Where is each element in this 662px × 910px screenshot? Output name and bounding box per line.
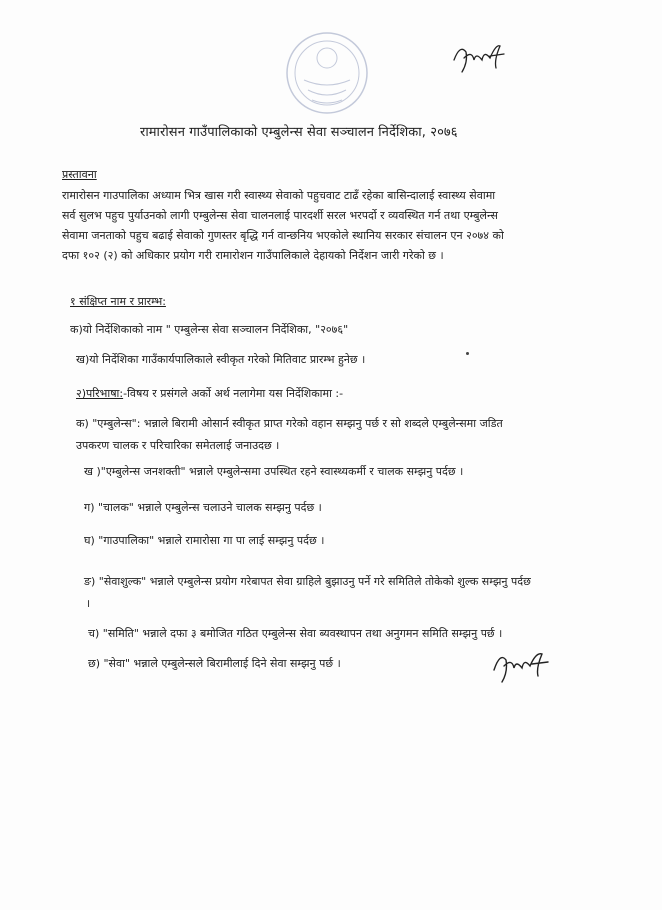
municipality-seal-icon: [282, 28, 372, 118]
preamble-line: रामारोसन गाउपालिका अध्याम भित्र खास गरी स्वास्थ्य सेवाको पहुचवाट टाढँ रहेका बासिन्दालाई स्वास्थ्य सेवामा: [62, 189, 496, 202]
definition-item-cont: उपकरण चालक र परिचारिका समेतलाई जनाउदछ ।: [76, 439, 280, 452]
preamble-line: दफा १०२ (२) को अधिकार प्रयोग गरी रामारोशन गाउँपालिकाले देहायको निर्देशन जारी गरेको छ ।: [62, 249, 444, 262]
section2-heading: २)परिभाषा:: [76, 387, 124, 400]
speck: [466, 352, 469, 355]
section2-intro: -विषय र प्रसंगले अर्को अर्थ नलागेमा यस निर्देशिकामा :-: [123, 387, 344, 400]
document-title: रामारोसन गाउँपालिकाको एम्बुलेन्स सेवा सञ्चालन निर्देशिका, २०७६: [140, 125, 458, 140]
signature-top-icon: [450, 38, 510, 78]
definition-item: छ) "सेवा" भन्नाले एम्बुलेन्सले बिरामीलाई दिने सेवा सम्झनु पर्छ ।: [88, 657, 341, 670]
section1-heading: १ संक्षिप्त नाम र प्रारम्भ:: [70, 295, 166, 308]
section1-item: ख)यो निर्देशिका गाउँकार्यपालिकाले स्वीकृत गरेको मितिवाट प्रारम्भ हुनेछ ।: [76, 353, 366, 366]
definition-item: च) "समिति" भन्नाले दफा ३ बमोजित गठित एम्बुलेन्स सेवा ब्यवस्थापन तथा अनुगमन समिति सम्झनु पर्छ ।: [88, 627, 503, 640]
section2-heading-row: [76, 386, 343, 401]
signature-bottom-icon: [488, 644, 556, 688]
definition-item: ङ) "सेवाशुल्क" भन्नाले एम्बुलेन्स प्रयोग गरेबापत सेवा ग्राहिले बुझाउनु पर्ने गरे समितिले तोकेको शुल्क सम्झनु पर्दछ: [84, 575, 531, 588]
definition-item: क) "एम्बुलेन्स": भन्नाले बिरामी ओसार्न स्वीकृत प्राप्त गरेको वहान सम्झनु पर्छ र सो शब्दले एम्बुलेन्समा जडित: [76, 417, 503, 430]
preamble-line: सेवामा जनताको पहुच बढाई सेवाको गुणस्तर बृद्धि गर्न वान्छनिय भएकोले स्थानिय सरकार संचालन एन २०७४ को: [62, 229, 504, 242]
section1-item: क)यो निर्देशिकाको नाम " एम्बुलेन्स सेवा सञ्चालन निर्देशिका, "२०७६": [70, 323, 349, 336]
definition-item: घ) "गाउपालिका" भन्नाले रामारोसा गा पा लाई सम्झनु पर्दछ ।: [84, 534, 325, 547]
definition-item: ग) "चालक" भन्नाले एम्बुलेन्स चलाउने चालक सम्झनु पर्दछ ।: [84, 501, 322, 514]
definition-item-cont: ।: [86, 597, 91, 610]
definition-item: ख )"एम्बुलेन्स जनशक्ती" भन्नाले एम्बुलेन्समा उपस्थित रहने स्वास्थ्यकर्मी र चालक सम्झनु पर्दछ ।: [84, 465, 464, 478]
preamble-heading: प्रस्तावना: [62, 168, 97, 181]
preamble-line: सर्व सुलभ पहुच पुर्याउनको लागी एम्बुलेन्स सेवा चालनलाई पारदर्शी सरल भरपर्दो र व्यवस्थित गर्न तथा एम्बुलेन्स: [62, 209, 498, 222]
